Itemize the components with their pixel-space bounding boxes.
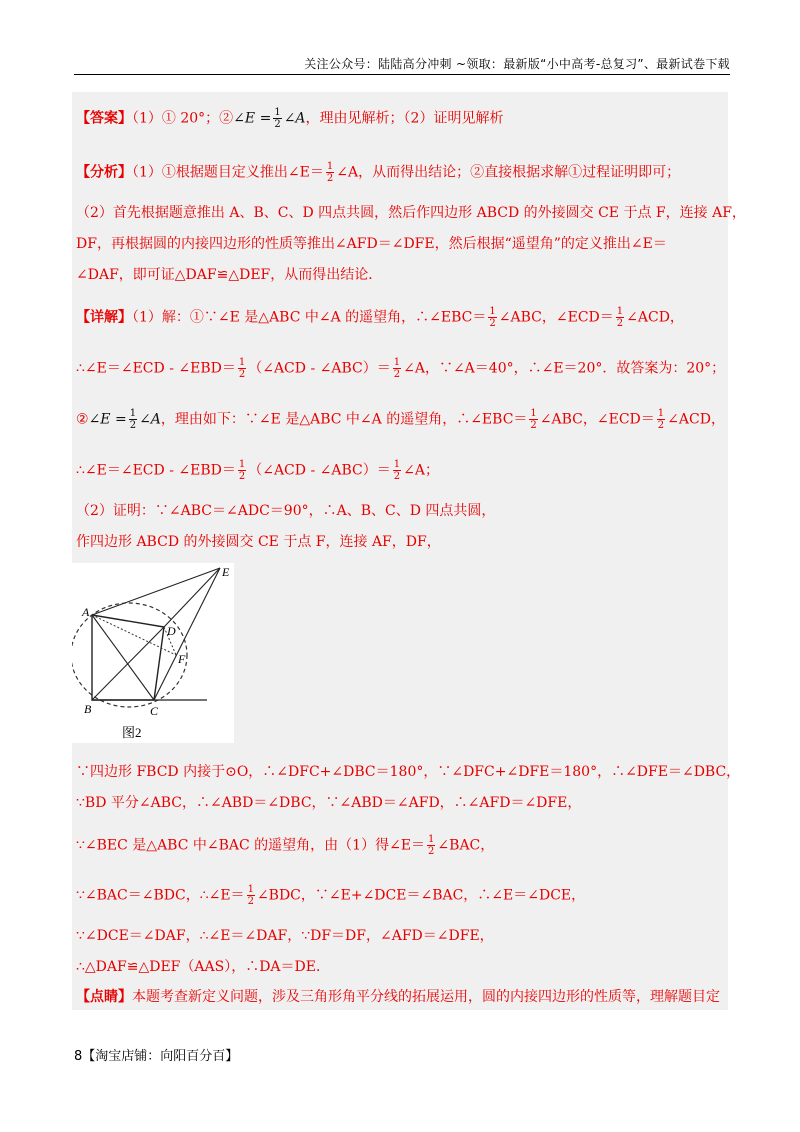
quadrilateral-abcd (92, 615, 164, 700)
answer-part1: （1）① 20°；② (132, 110, 234, 127)
detail-line-1: 【详解】（1）解：①∵∠E 是△ABC 中∠A 的遥望角，∴∠EBC＝ $\frac{1}{2}$ ∠ABC，∠ECD＝ $\frac{1}{2}$ ∠ACD， (76, 306, 684, 329)
detail-line-6: 作四边形 ABCD 的外接圆交 CE 于点 F，连接 AF，DF， (76, 534, 441, 550)
detail-line-8: ∵BD 平分∠ABC，∴∠ABD＝∠DBC，∵∠ABD＝∠AFD，∴∠AFD＝∠DFE， (76, 795, 582, 811)
answer-expr-left: ∠E = (233, 110, 272, 127)
answer-line (76, 107, 730, 130)
analysis-line-3: DF，再根据圆的内接四边形的性质等推出∠AFD＝∠DFE，然后根据“遥望角”的定义推出∠E＝ (76, 236, 667, 252)
diagonal-bd (92, 627, 164, 700)
analysis-tag: 【分析】 (76, 164, 132, 181)
comment-line: 【点睛】本题考查新定义问题，涉及三角形角平分线的拓展运用，圆的内接四边形的性质等，理解题目定 (76, 989, 720, 1005)
line-de (164, 568, 220, 627)
fraction-half: $\frac{1}{2}$ (238, 357, 246, 380)
analysis-line-2: （2）首先根据题意推出 A、B、C、D 四点共圆，然后作四边形 ABCD 的外接圆交 CE 于点 F，连接 AF， (76, 205, 746, 221)
page-number: 8 (74, 1049, 83, 1064)
detail-line-5: （2）证明：∵∠ABC＝∠ADC＝90°，∴A、B、C、D 四点共圆， (76, 503, 496, 519)
page-header: 关注公众号：陆陆高分冲刺 ~领取：最新版“小中高考-总复习”、最新试卷下载 (74, 56, 730, 75)
answer-fraction: $\frac{1}{2}$ (274, 107, 281, 130)
fraction-half: $\frac{1}{2}$ (616, 306, 624, 329)
fraction-half: $\frac{1}{2}$ (238, 459, 246, 482)
label-c: C (150, 704, 159, 718)
diagonal-ac (92, 615, 154, 700)
detail-line-4: ∴∠E＝∠ECD - ∠EBD＝ $\frac{1}{2}$ （∠ACD - ∠ABC）＝ $\frac{1}{2}$ ∠A； (76, 459, 439, 482)
footer-text: 【淘宝店铺：向阳百分百】 (82, 1049, 239, 1064)
figure-caption: 图2 (122, 725, 142, 740)
detail-line-12: ∴△DAF≌△DEF（AAS），∴DA＝DE． (76, 959, 330, 975)
analysis-line-4: ∠DAF，即可证△DAF≌△DEF，从而得出结论． (76, 267, 383, 283)
detail-tag: 【详解】 (76, 309, 132, 326)
label-e: E (222, 565, 230, 579)
answer-tag: 【答案】 (76, 110, 132, 127)
fraction-half: $\frac{1}{2}$ (393, 357, 401, 380)
fraction-half: $\frac{1}{2}$ (326, 161, 334, 184)
detail-line-9: ∵∠BEC 是△ABC 中∠BAC 的遥望角，由（1）得∠E＝ $\frac{1}{2}$ ∠BAC， (76, 834, 495, 857)
answer-expr-right: ∠A (283, 110, 306, 127)
label-b: B (84, 702, 92, 716)
label-a: A (82, 605, 90, 619)
line-ce (154, 568, 220, 700)
fraction-half: $\frac{1}{2}$ (129, 408, 137, 431)
detail-line-7: ∵四边形 FBCD 内接于⊙O，∴∠DFC+∠DBC＝180°，∵∠DFC+∠DFE＝180°，∴∠DFE＝∠DBC， (76, 764, 741, 780)
page-footer (74, 1045, 238, 1064)
label-f: F (178, 652, 186, 666)
geometry-figure (72, 563, 234, 743)
answer-rest: ，理由见解析；（2）证明见解析 (305, 110, 504, 127)
fraction-half: $\frac{1}{2}$ (489, 306, 496, 329)
detail-line-3: ②∠E = $\frac{1}{2}$ ∠A，理由如下：∵∠E 是△ABC 中∠A 的遥望角，∴∠EBC＝ $\frac{1}{2}$ ∠ABC，∠ECD＝ $\frac{1}{2}$ ∠ACD， (76, 408, 725, 431)
analysis-line-1: 【分析】（1）①根据题目定义推出∠E＝ $\frac{1}{2}$ ∠A，从而得出结论；②直接根据求解①过程证明即可； (76, 161, 681, 184)
comment-tag: 【点睛】 (76, 989, 132, 1005)
fraction-half: $\frac{1}{2}$ (247, 884, 254, 907)
fraction-half: $\frac{1}{2}$ (393, 459, 401, 482)
fraction-half: $\frac{1}{2}$ (428, 834, 435, 857)
fraction-half: $\frac{1}{2}$ (530, 408, 537, 431)
label-d: D (167, 624, 176, 638)
detail-line-10: ∵∠BAC＝∠BDC，∴∠E＝ $\frac{1}{2}$ ∠BDC，∵∠E+∠DCE＝∠BAC，∴∠E＝∠DCE， (76, 884, 586, 907)
fraction-half: $\frac{1}{2}$ (657, 408, 665, 431)
figure-diagram (72, 563, 234, 743)
detail-line-2: ∴∠E＝∠ECD - ∠EBD＝ $\frac{1}{2}$ （∠ACD - ∠ABC）＝ $\frac{1}{2}$ ∠A，∵∠A＝40°，∴∠E＝20°．故答案为：20°； (76, 357, 726, 380)
line-ae (92, 568, 220, 615)
detail-line-11: ∵∠DCE＝∠DAF，∴∠E＝∠DAF，∵DF＝DF，∠AFD＝∠DFE， (76, 928, 494, 944)
